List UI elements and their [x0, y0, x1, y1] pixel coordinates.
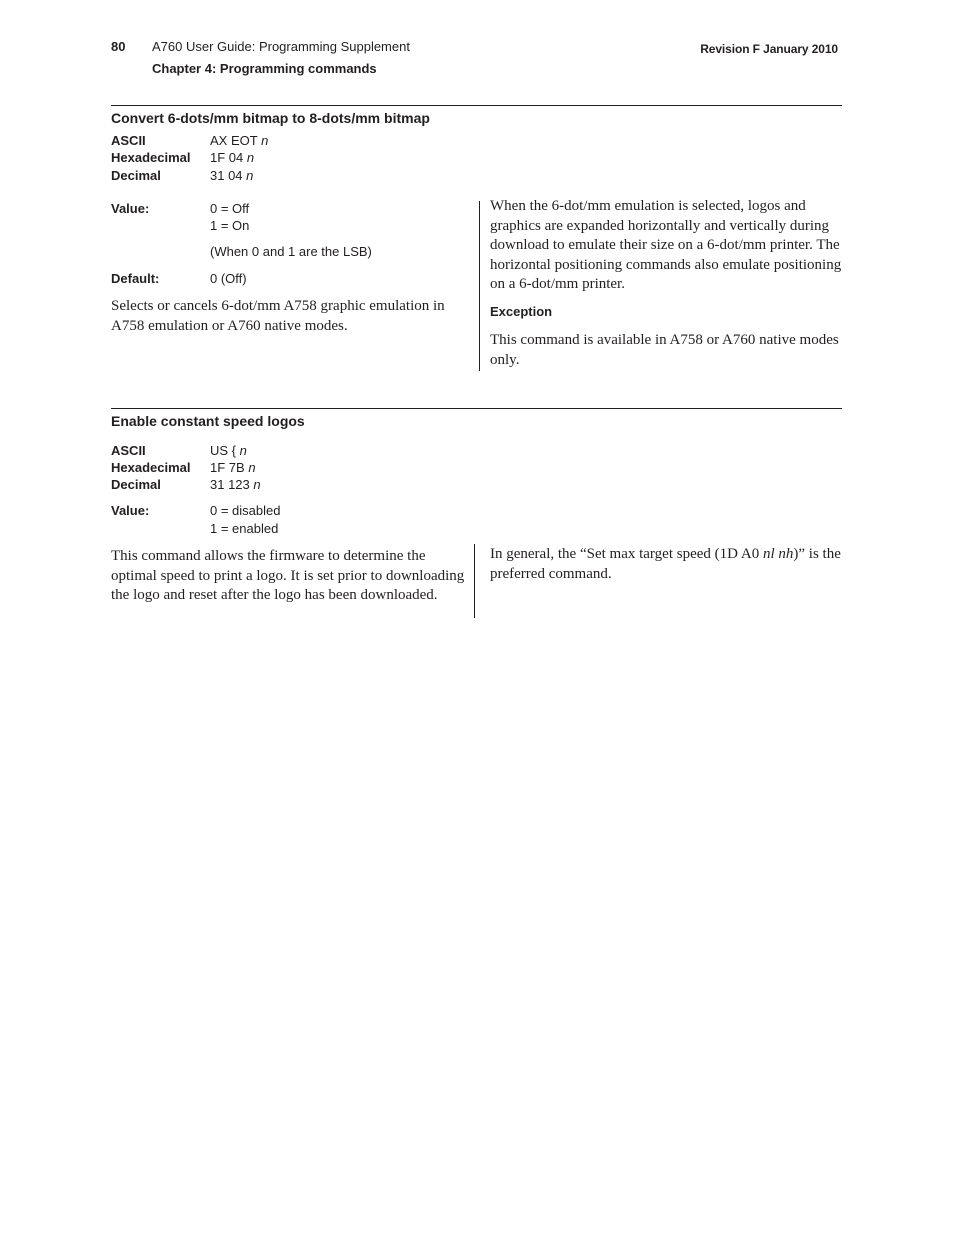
value-on: 1 = On	[210, 218, 250, 233]
value-note: (When 0 and 1 are the LSB)	[210, 244, 372, 259]
ascii-code: US { n	[210, 443, 247, 458]
chapter-title: Chapter 4: Programming commands	[152, 61, 377, 76]
column-divider	[479, 201, 480, 371]
value-disabled: 0 = disabled	[210, 503, 281, 518]
guide-title: A760 User Guide: Programming Supplement	[152, 39, 410, 54]
section-description: This command allows the firmware to determine the optimal speed to print a logo. It is set prior to downloading the logo and reset after the logo has been downloaded.	[111, 548, 465, 603]
decimal-label: Decimal	[111, 168, 161, 183]
exception-heading: Exception	[490, 304, 553, 319]
decimal-code: 31 04 n	[210, 168, 254, 183]
ascii-code: AX EOT n	[210, 133, 269, 148]
emulation-note: When the 6-dot/mm emulation is selected, logos and graphics are expanded horizontally and vertically during download to emulate their size on a 6-dot/mm printer. The horizontal positioning commands also emulate positioning on a 6-dot/mm printer.	[490, 198, 842, 292]
default-value: 0 (Off)	[210, 271, 247, 286]
value-enabled: 1 = enabled	[210, 521, 279, 536]
value-label: Value:	[111, 503, 150, 518]
hex-label: Hexadecimal	[111, 150, 191, 165]
value-label: Value:	[111, 201, 150, 216]
page-number: 80	[111, 39, 126, 54]
decimal-label: Decimal	[111, 477, 161, 492]
revision-label: Revision F January 2010	[700, 42, 838, 56]
ascii-label: ASCII	[111, 443, 146, 458]
column-divider	[474, 544, 475, 618]
decimal-code: 31 123 n	[210, 477, 261, 492]
value-off: 0 = Off	[210, 201, 250, 216]
exception-text: This command is available in A758 or A760 native modes only.	[490, 332, 839, 368]
default-label: Default:	[111, 271, 160, 286]
hex-code: 1F 04 n	[210, 150, 255, 165]
preferred-command-note: In general, the “Set max target speed (1D A0 nl nh)” is the preferred command.	[490, 546, 841, 582]
hex-label: Hexadecimal	[111, 460, 191, 475]
section-divider	[111, 105, 842, 106]
section-description: Selects or cancels 6-dot/mm A758 graphic emulation in A758 emulation or A760 native modes.	[111, 298, 445, 334]
section-title: Enable constant speed logos	[111, 413, 305, 429]
ascii-label: ASCII	[111, 133, 146, 148]
hex-code: 1F 7B n	[210, 460, 256, 475]
section-title: Convert 6-dots/mm bitmap to 8-dots/mm bitmap	[111, 110, 430, 126]
section-divider	[111, 408, 842, 409]
